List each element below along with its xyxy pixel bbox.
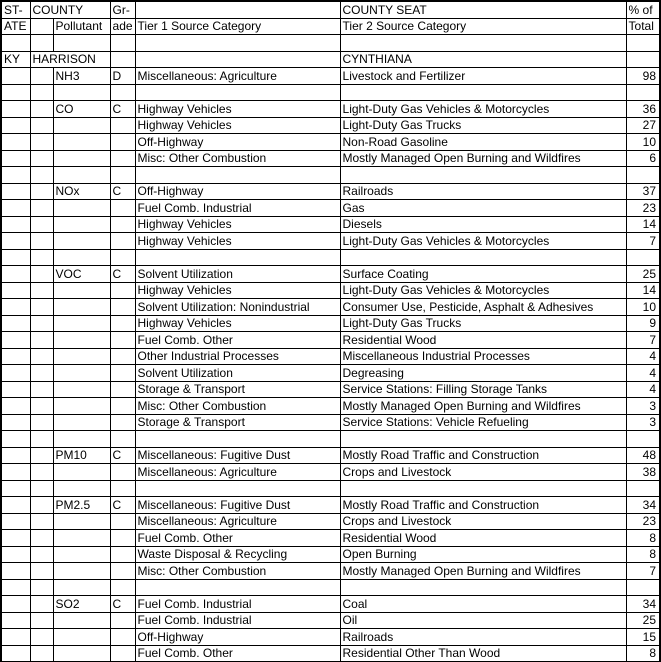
tier1-cell: Highway Vehicles	[135, 117, 340, 134]
table-row	[1, 365, 660, 382]
tier1-cell: Solvent Utilization: Nonindustrial	[135, 299, 340, 316]
table-row	[1, 381, 660, 398]
tier1-cell: Off-Highway	[135, 134, 340, 151]
tier1-cell: Off-Highway	[135, 629, 340, 646]
table-row	[1, 546, 660, 563]
blank-row	[1, 35, 660, 52]
tier1-cell: Highway Vehicles	[135, 315, 340, 332]
table-row	[1, 464, 660, 481]
tier2-cell: Residential Other Than Wood	[340, 645, 626, 662]
blank-row	[1, 249, 660, 266]
header-tier1-blank	[135, 1, 340, 18]
tier1-cell: Fuel Comb. Industrial	[135, 200, 340, 217]
tier2-cell: Mostly Road Traffic and Construction	[340, 447, 626, 464]
pct-cell: 15	[626, 629, 660, 646]
tier2-cell: Residential Wood	[340, 332, 626, 349]
table-row	[1, 513, 660, 530]
pct-cell: 4	[626, 381, 660, 398]
table-row	[1, 200, 660, 217]
tier2-cell: Gas	[340, 200, 626, 217]
tier1-cell: Fuel Comb. Other	[135, 530, 340, 547]
pollutant-cell: VOC	[53, 266, 110, 283]
header-pct: % of	[626, 1, 660, 18]
tier1-cell: Other Industrial Processes	[135, 348, 340, 365]
tier2-cell: Surface Coating	[340, 266, 626, 283]
grade-cell: C	[110, 266, 135, 283]
tier1-cell: Miscellaneous: Agriculture	[135, 464, 340, 481]
blank-row	[1, 431, 660, 448]
header-row-1	[1, 1, 660, 18]
tier1-cell: Storage & Transport	[135, 381, 340, 398]
pct-cell: 10	[626, 134, 660, 151]
table-row	[1, 150, 660, 167]
tier2-cell: Degreasing	[340, 365, 626, 382]
tier1-cell: Fuel Comb. Other	[135, 645, 340, 662]
grade-cell: C	[110, 596, 135, 613]
pct-cell: 9	[626, 315, 660, 332]
pct-cell: 3	[626, 398, 660, 415]
table-row	[1, 134, 660, 151]
table-row	[1, 497, 660, 514]
table-row	[1, 315, 660, 332]
pct-cell: 23	[626, 200, 660, 217]
table-row	[1, 596, 660, 613]
blank-row	[1, 84, 660, 101]
pollutant-cell: CO	[53, 101, 110, 118]
pct-cell: 3	[626, 414, 660, 431]
header-grade: Gr-	[110, 1, 135, 18]
tier1-cell: Waste Disposal & Recycling	[135, 546, 340, 563]
tier1-cell: Misc: Other Combustion	[135, 150, 340, 167]
tier1-cell: Fuel Comb. Industrial	[135, 596, 340, 613]
tier2-cell: Crops and Livestock	[340, 464, 626, 481]
location-row	[1, 51, 660, 68]
header-tier1: Tier 1 Source Category	[135, 18, 340, 35]
county-seat-cell: CYNTHIANA	[340, 51, 626, 68]
pct-cell: 34	[626, 497, 660, 514]
tier2-cell: Coal	[340, 596, 626, 613]
pct-cell: 4	[626, 365, 660, 382]
tier2-cell: Mostly Managed Open Burning and Wildfires	[340, 398, 626, 415]
pct-cell: 34	[626, 596, 660, 613]
county-cell: HARRISON	[30, 51, 110, 68]
table-row	[1, 117, 660, 134]
tier1-cell: Solvent Utilization	[135, 365, 340, 382]
table-row	[1, 629, 660, 646]
tier2-cell: Mostly Managed Open Burning and Wildfires	[340, 150, 626, 167]
pollutant-cell: NH3	[53, 68, 110, 85]
table-row	[1, 68, 660, 85]
pct-cell: 25	[626, 612, 660, 629]
table-row	[1, 183, 660, 200]
tier2-cell: Mostly Road Traffic and Construction	[340, 497, 626, 514]
pct-cell: 8	[626, 546, 660, 563]
tier2-cell: Service Stations: Filling Storage Tanks	[340, 381, 626, 398]
pct-cell: 6	[626, 150, 660, 167]
table-row	[1, 233, 660, 250]
tier2-cell: Diesels	[340, 216, 626, 233]
table-row	[1, 612, 660, 629]
pollutant-cell: SO2	[53, 596, 110, 613]
table-row	[1, 414, 660, 431]
pct-cell: 25	[626, 266, 660, 283]
header-tier2: Tier 2 Source Category	[340, 18, 626, 35]
tier1-cell: Miscellaneous: Agriculture	[135, 513, 340, 530]
tier1-cell: Highway Vehicles	[135, 233, 340, 250]
tier2-cell: Light-Duty Gas Vehicles & Motorcycles	[340, 101, 626, 118]
pct-cell: 23	[626, 513, 660, 530]
tier1-cell: Solvent Utilization	[135, 266, 340, 283]
tier2-cell: Open Burning	[340, 546, 626, 563]
tier2-cell: Railroads	[340, 629, 626, 646]
table-row	[1, 398, 660, 415]
table-row	[1, 216, 660, 233]
table-row	[1, 645, 660, 662]
pct-cell: 27	[626, 117, 660, 134]
header-county: COUNTY	[30, 1, 110, 18]
tier1-cell: Highway Vehicles	[135, 216, 340, 233]
pct-cell: 98	[626, 68, 660, 85]
tier2-cell: Oil	[340, 612, 626, 629]
grade-cell: D	[110, 68, 135, 85]
tier2-cell: Service Stations: Vehicle Refueling	[340, 414, 626, 431]
state-cell: KY	[1, 51, 30, 68]
tier1-cell: Miscellaneous: Agriculture	[135, 68, 340, 85]
header-grade-2: ade	[110, 18, 135, 35]
table-row	[1, 332, 660, 349]
pct-cell: 14	[626, 216, 660, 233]
tier2-cell: Mostly Managed Open Burning and Wildfires	[340, 563, 626, 580]
pollutant-cell: PM10	[53, 447, 110, 464]
tier1-cell: Off-Highway	[135, 183, 340, 200]
tier1-cell: Fuel Comb. Industrial	[135, 612, 340, 629]
grade-cell: C	[110, 497, 135, 514]
pct-cell: 8	[626, 530, 660, 547]
header-state-2: ATE	[1, 18, 30, 35]
tier1-cell: Miscellaneous: Fugitive Dust	[135, 497, 340, 514]
tier1-cell: Misc: Other Combustion	[135, 398, 340, 415]
table-row	[1, 282, 660, 299]
table-row	[1, 563, 660, 580]
pct-cell: 8	[626, 645, 660, 662]
pct-cell: 10	[626, 299, 660, 316]
header-county-seat: COUNTY SEAT	[340, 1, 626, 18]
header-row-2	[1, 18, 660, 35]
pct-cell: 48	[626, 447, 660, 464]
header-pct-2: Total	[626, 18, 660, 35]
pct-cell: 37	[626, 183, 660, 200]
header-pollutant: Pollutant	[53, 18, 110, 35]
tier2-cell: Non-Road Gasoline	[340, 134, 626, 151]
tier2-cell: Residential Wood	[340, 530, 626, 547]
pct-cell: 4	[626, 348, 660, 365]
table-row	[1, 348, 660, 365]
tier2-cell: Light-Duty Gas Trucks	[340, 315, 626, 332]
tier2-cell: Crops and Livestock	[340, 513, 626, 530]
pct-cell: 7	[626, 563, 660, 580]
table-row	[1, 101, 660, 118]
blank-row	[1, 480, 660, 497]
tier1-cell: Highway Vehicles	[135, 282, 340, 299]
grade-cell: C	[110, 447, 135, 464]
grade-cell: C	[110, 183, 135, 200]
pct-cell: 7	[626, 332, 660, 349]
tier2-cell: Light-Duty Gas Vehicles & Motorcycles	[340, 282, 626, 299]
table-row	[1, 266, 660, 283]
pollutant-cell: NOx	[53, 183, 110, 200]
table-row	[1, 299, 660, 316]
header-county-2	[30, 18, 53, 35]
pct-cell: 36	[626, 101, 660, 118]
tier2-cell: Consumer Use, Pesticide, Asphalt & Adhesives	[340, 299, 626, 316]
pct-cell: 7	[626, 233, 660, 250]
table-row	[1, 447, 660, 464]
table-row	[1, 530, 660, 547]
tier1-cell: Storage & Transport	[135, 414, 340, 431]
tier2-cell: Light-Duty Gas Vehicles & Motorcycles	[340, 233, 626, 250]
pct-cell: 38	[626, 464, 660, 481]
tier2-cell: Railroads	[340, 183, 626, 200]
pollutant-cell: PM2.5	[53, 497, 110, 514]
tier2-cell: Light-Duty Gas Trucks	[340, 117, 626, 134]
blank-row	[1, 579, 660, 596]
header-state: ST-	[1, 1, 30, 18]
grade-cell: C	[110, 101, 135, 118]
tier1-cell: Highway Vehicles	[135, 101, 340, 118]
blank-row	[1, 167, 660, 184]
tier1-cell: Miscellaneous: Fugitive Dust	[135, 447, 340, 464]
tier1-cell: Misc: Other Combustion	[135, 563, 340, 580]
tier2-cell: Miscellaneous Industrial Processes	[340, 348, 626, 365]
tier2-cell: Livestock and Fertilizer	[340, 68, 626, 85]
pct-cell: 14	[626, 282, 660, 299]
tier1-cell: Fuel Comb. Other	[135, 332, 340, 349]
